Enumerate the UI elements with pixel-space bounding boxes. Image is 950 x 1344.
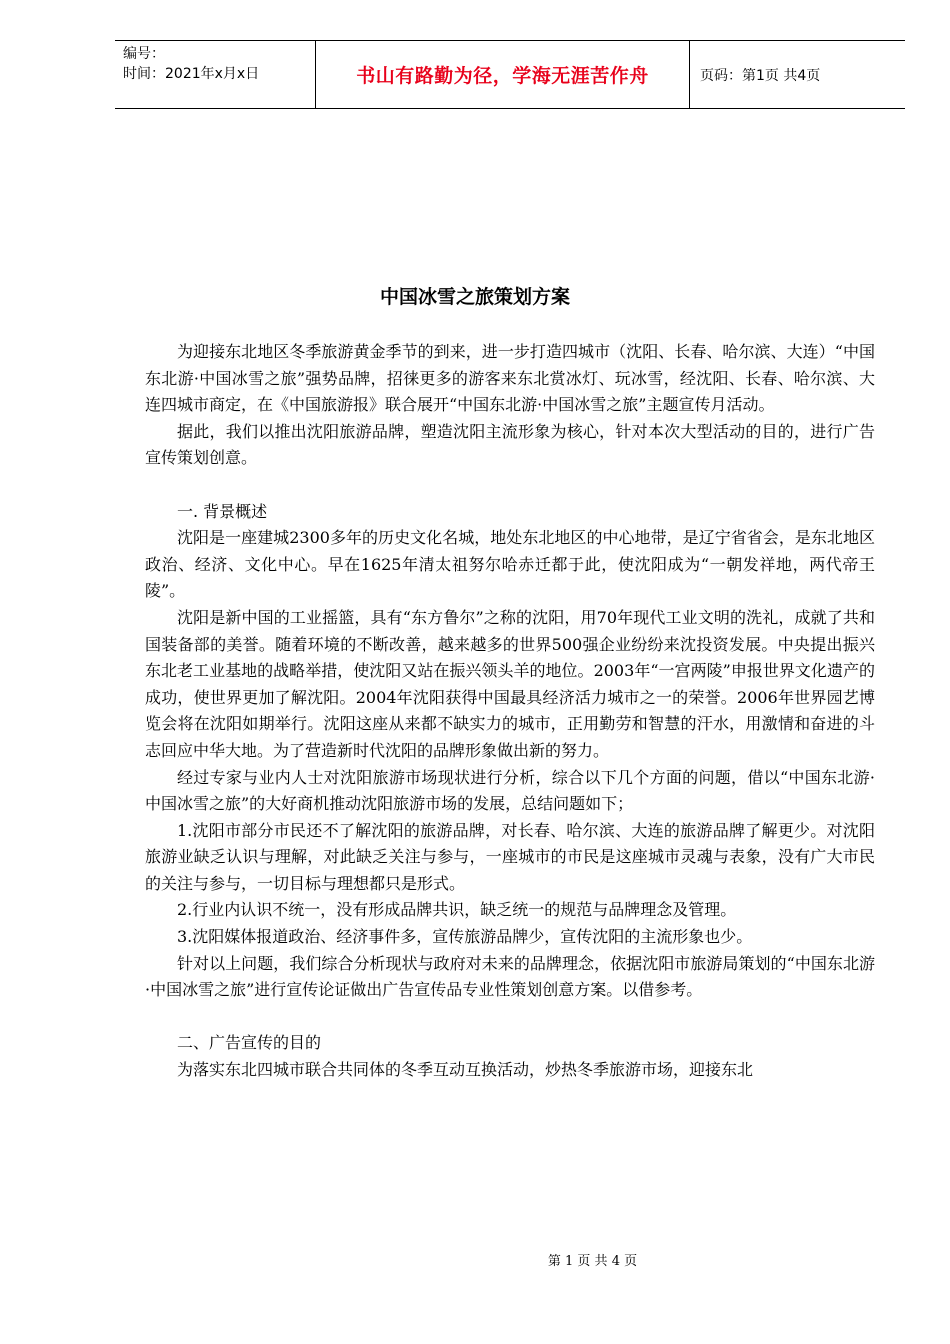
- paragraph: 据此，我们以推出沈阳旅游品牌，塑造沈阳主流形象为核心，针对本次大型活动的目的，进行广告宣传策划创意。: [145, 421, 875, 468]
- document-header: [115, 40, 905, 109]
- paragraph: 为落实东北四城市联合共同体的冬季互动互换活动，炒热冬季旅游市场，迎接东北: [177, 1060, 754, 1080]
- paragraph: 针对以上问题，我们综合分析现状与政府对未来的品牌理念，依据沈阳市旅游局策划的“中国东北游·中国冰雪之旅”进行宣传论证做出广告宣传品专业性策划创意方案。以借参考。: [145, 953, 875, 1000]
- paragraph: 为迎接东北地区冬季旅游黄金季节的到来，进一步打造四城市（沈阳、长春、哈尔滨、大连）“中国东北游·中国冰雪之旅”强势品牌，招徕更多的游客来东北赏冰灯、玩冰雪，经沈阳、长春、哈尔滨、大连四城市商定，在《中国旅游报》联合展开“中国东北游·中国冰雪之旅”主题宣传月活动。: [145, 342, 875, 415]
- serial-number-label: 编号：: [123, 46, 165, 62]
- paragraph: 沈阳是新中国的工业摇篮，具有“东方鲁尔”之称的沈阳，用70年现代工业文明的洗礼，成就了共和国装备部的美誉。随着环境的不断改善，越来越多的世界500强企业纷纷来沈投资发展。中央提出振兴东北老工业基地的战略举措，使沈阳又站在振兴领头羊的地位。2003年“一宫两陵”申报世界文化遗产的成功，使世界更加了解沈阳。2004年沈阳获得中国最具经济活力城市之一的荣誉。2006年世界园艺博览会将在沈阳如期举行。沈阳这座从来都不缺实力的城市，正用勤劳和智慧的汗水，用激情和奋进的斗志回应中华大地。为了营造新时代沈阳的品牌形象做出新的努力。: [145, 607, 875, 760]
- section-heading: 二、广告宣传的目的: [177, 1033, 322, 1053]
- list-item: 2.行业内认识不统一，没有形成品牌共识，缺乏统一的规范与品牌理念及管理。: [177, 900, 737, 920]
- section-heading: 一. 背景概述: [177, 501, 268, 521]
- time-label: 时间：2021年x月x日: [123, 66, 260, 82]
- header-motto: 书山有路勤为径，学海无涯苦作舟: [316, 41, 690, 108]
- header-page-number: 页码：第1页 共4页: [700, 67, 821, 84]
- paragraph: 经过专家与业内人士对沈阳旅游市场现状进行分析，综合以下几个方面的问题，借以“中国东北游·中国冰雪之旅”的大好商机推动沈阳旅游市场的发展，总结问题如下；: [145, 767, 875, 814]
- list-item: 3.沈阳媒体报道政治、经济事件多，宣传旅游品牌少，宣传沈阳的主流形象也少。: [177, 927, 753, 947]
- document-body: [145, 339, 875, 1084]
- header-info-cell: [115, 41, 316, 108]
- paragraph: 沈阳是一座建城2300多年的历史文化名城，地处东北地区的中心地带，是辽宁省省会，是东北地区政治、经济、文化中心。早在1625年清太祖努尔哈赤迁都于此，使沈阳成为“一朝发祥地，两代帝王陵”。: [145, 528, 875, 601]
- page-footer: 第 1 页 共 4 页: [547, 1254, 638, 1269]
- list-item: 1.沈阳市部分市民还不了解沈阳的旅游品牌，对长春、哈尔滨、大连的旅游品牌了解更少。对沈阳旅游业缺乏认识与理解，对此缺乏关注与参与，一座城市的市民是这座城市灵魂与表象，没有广大市民的关注与参与，一切目标与理想都只是形式。: [145, 820, 875, 893]
- document-title: 中国冰雪之旅策划方案: [379, 286, 570, 308]
